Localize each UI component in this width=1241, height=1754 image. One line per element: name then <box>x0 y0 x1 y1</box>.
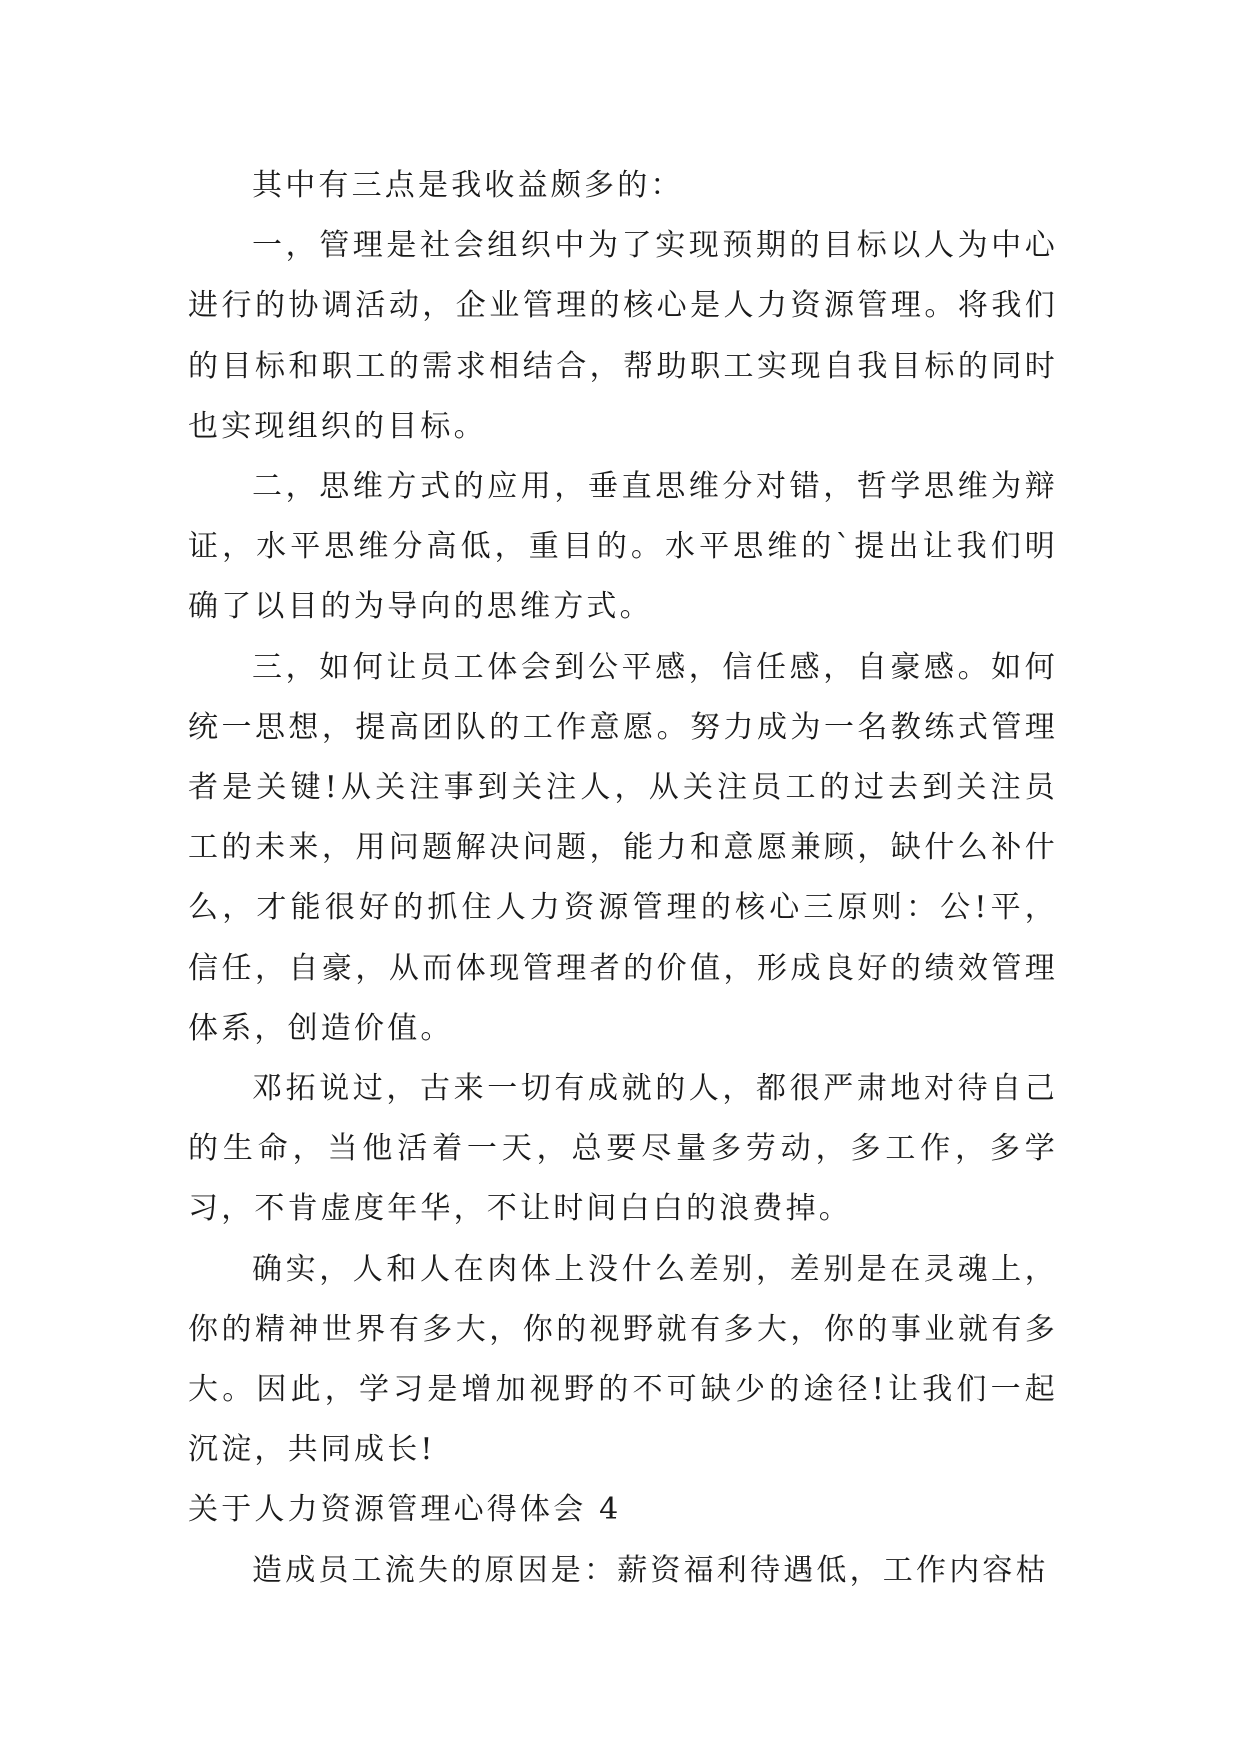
document-body <box>188 156 1058 1601</box>
section-heading: 关于人力资源管理心得体会 4 <box>188 1492 622 1528</box>
paragraph-deng-tuo-quote: 邓拓说过，古来一切有成就的人，都很严肃地对待自己的生命，当他活着一天，总要尽量多劳动，多工作，多学习，不肯虚度年华，不让时间白白的浪费掉。 <box>188 1071 1058 1227</box>
paragraph-point-one: 一，管理是社会组织中为了实现预期的目标以人为中心进行的协调活动，企业管理的核心是人力资源管理。将我们的目标和职工的需求相结合，帮助职工实现自我目标的同时也实现组织的目标。 <box>188 228 1058 444</box>
paragraph-conclusion: 确实，人和人在肉体上没什么差别，差别是在灵魂上，你的精神世界有多大，你的视野就有多大，你的事业就有多大。因此，学习是增加视野的不可缺少的途径!让我们一起沉淀，共同成长! <box>188 1251 1058 1468</box>
paragraph-employee-turnover: 造成员工流失的原因是：薪资福利待遇低，工作内容枯 <box>252 1552 1049 1588</box>
paragraph-point-three: 三，如何让员工体会到公平感，信任感，自豪感。如何统一思想，提高团队的工作意愿。努力成为一名教练式管理者是关键!从关注事到关注人，从关注员工的过去到关注员工的未来，用问题解决问题，能力和意愿兼顾，缺什么补什么，才能很好的抓住人力资源管理的核心三原则：公!平，信任，自豪，从而体现管理者的价值，形成良好的绩效管理体系，创造价值。 <box>188 649 1058 1046</box>
paragraph-point-two: 二，思维方式的应用，垂直思维分对错，哲学思维为辩证，水平思维分高低，重目的。水平思维的`提出让我们明确了以目的为导向的思维方式。 <box>188 469 1058 625</box>
paragraph-intro: 其中有三点是我收益颇多的： <box>252 168 684 203</box>
